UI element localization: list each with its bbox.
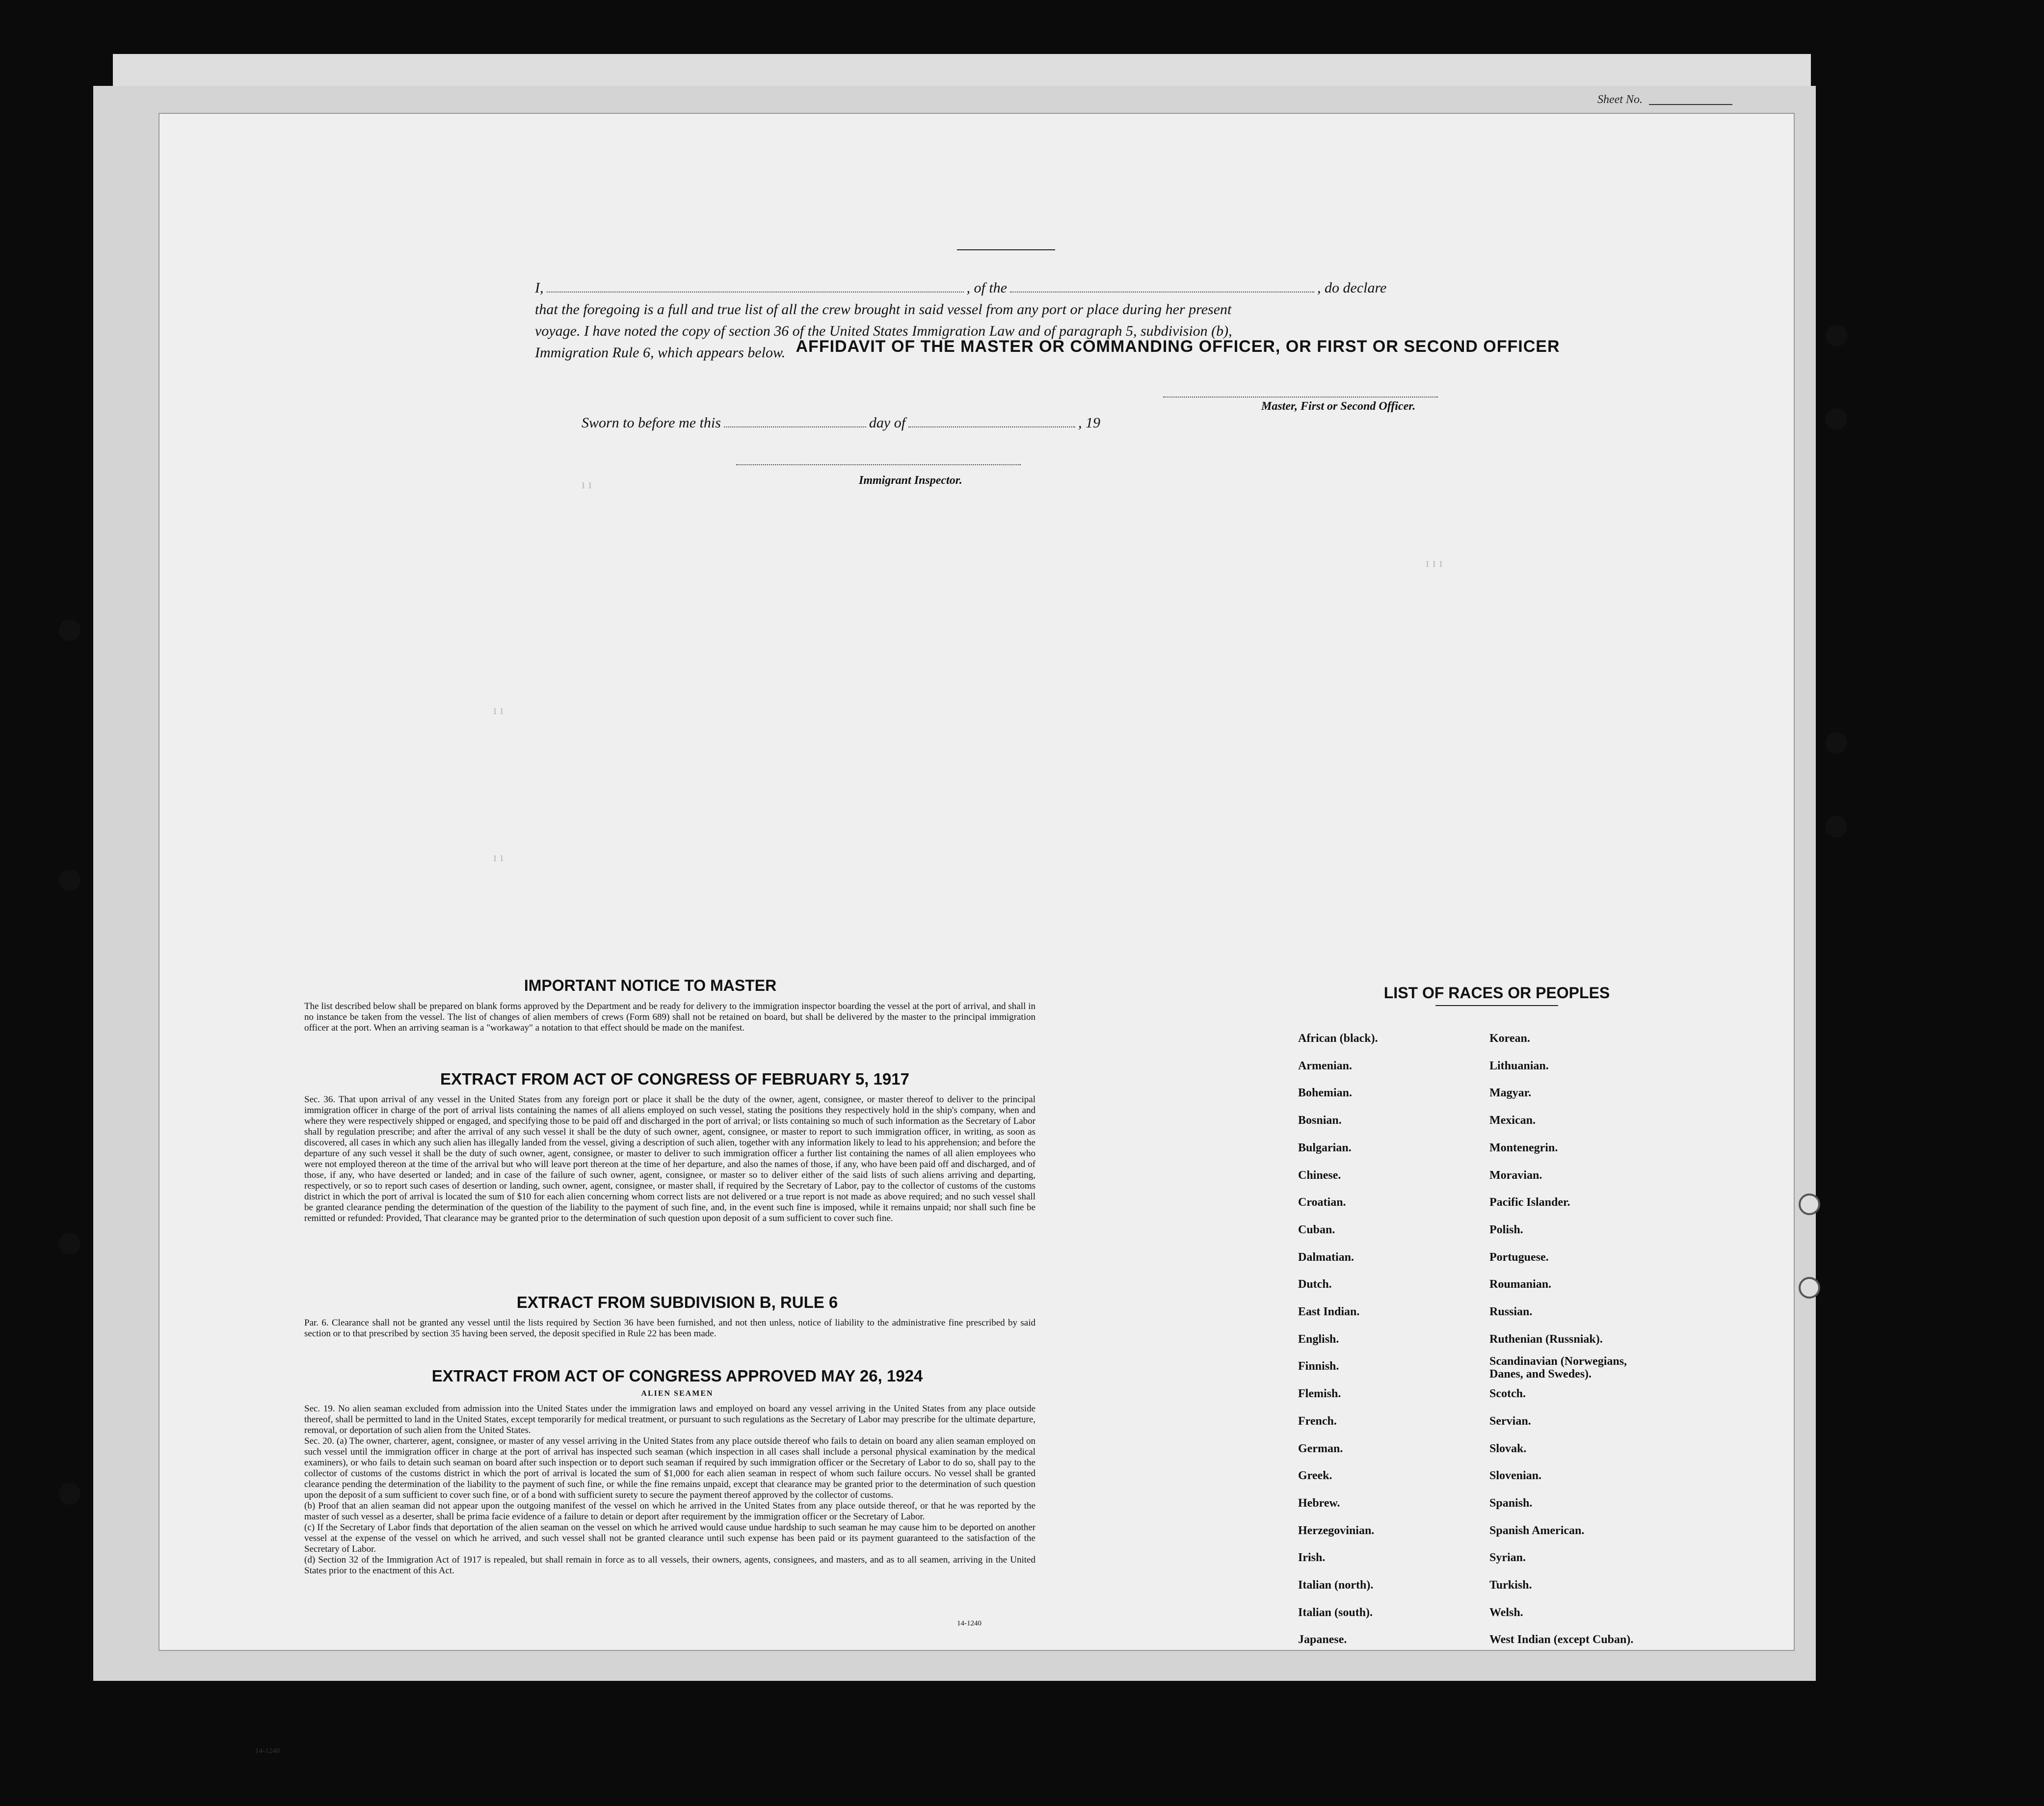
race-item: Dutch. bbox=[1298, 1278, 1332, 1291]
race-item: Welsh. bbox=[1489, 1606, 1523, 1619]
vessel-blank[interactable] bbox=[1010, 291, 1314, 292]
punch-hole bbox=[1826, 408, 1847, 430]
sworn-text: Sworn to before me this bbox=[582, 415, 721, 431]
race-item: Bosnian. bbox=[1298, 1114, 1342, 1127]
form-code-bottom: 14-1240 bbox=[255, 1747, 280, 1755]
races-rule bbox=[1435, 1005, 1558, 1006]
race-item: Slovak. bbox=[1489, 1442, 1527, 1455]
race-item: Syrian. bbox=[1489, 1551, 1526, 1565]
sheet-number-line bbox=[1649, 104, 1732, 105]
act-1917-title: EXTRACT FROM ACT OF CONGRESS OF FEBRUARY 5, 1917 bbox=[440, 1070, 909, 1088]
punch-hole bbox=[1826, 732, 1847, 754]
race-item: Lithuanian. bbox=[1489, 1059, 1549, 1072]
section-20a: Sec. 20. (a) The owner, charterer, agent, consignee, or master of any vessel arriving in the United States from any place outside thereof who fails to detain on board any alien seaman employed on such vessel until the immigration officer in charge at the port of arrival has inspected such seaman (which inspection in all cases shall include a personal physical examination by the medical examiners), or who fails to detain such seaman on board after such inspection or to deport such seaman if required by such immigration officer or the Secretary of Labor to do so, shall pay to the collector of customs of the customs district in which the port of arrival is located the sum of $1,000 for each alien seaman in respect of whom such failure occurs. No vessel shall be granted clearance pending the determination of the liability to the payment of such fine, or while the fine remains unpaid, except that clearance may be granted prior to the determination of such question upon the deposit of a sum sufficient to cover such fine, or of a bond with sufficient surety to secure the payment thereof approved by the collector of customs. bbox=[304, 1436, 1035, 1500]
declaration-line: that the foregoing is a full and true list of all the crew brought in said vessel from any port or place during her present bbox=[535, 301, 1232, 318]
punch-hole bbox=[1799, 1194, 1820, 1215]
race-item: Irish. bbox=[1298, 1551, 1326, 1565]
declaration-text: , of the bbox=[966, 280, 1007, 296]
race-item: Italian (north). bbox=[1298, 1579, 1374, 1592]
signature-label: Master, First or Second Officer. bbox=[1261, 400, 1416, 413]
alien-seamen-subtitle: ALIEN SEAMEN bbox=[641, 1389, 714, 1398]
race-item: Spanish. bbox=[1489, 1496, 1533, 1510]
declaration-line: Immigration Rule 6, which appears below. bbox=[535, 345, 786, 361]
declaration-line: voyage. I have noted the copy of section 36 of the United States Immigration Law and of paragraph 5, subdivision (b), bbox=[535, 323, 1232, 339]
declaration-text: I, bbox=[535, 280, 544, 296]
notice-body: The list described below shall be prepared on blank forms approved by the Department and be ready for delivery to the immigration inspector boarding the vessel at the port of arrival, and shall in no instance be taken from the vessel. The list of changes of alien members of crews (Form 689) shall not be retained on board, but shall be delivered by the master to the principal immigration officer at the port. When an arriving seaman is a "workaway" a notation to that effect should be made on the manifest. bbox=[304, 1001, 1035, 1033]
race-item: Greek. bbox=[1298, 1469, 1332, 1483]
race-item: Scandinavian (Norwegians, Danes, and Swedes). bbox=[1489, 1355, 1627, 1381]
race-item: Cuban. bbox=[1298, 1223, 1335, 1236]
punch-hole bbox=[1826, 816, 1847, 837]
race-item: Servian. bbox=[1489, 1414, 1531, 1428]
month-blank[interactable] bbox=[908, 426, 1075, 427]
sworn-text: day of bbox=[869, 415, 906, 431]
race-item: Turkish. bbox=[1489, 1579, 1532, 1592]
race-item: West Indian (except Cuban). bbox=[1489, 1633, 1634, 1647]
inspector-label: Immigrant Inspector. bbox=[859, 474, 962, 487]
section-19: Sec. 19. No alien seaman excluded from admission into the United States under the immigration laws and employed on board any vessel arriving in the United States from any place outside thereof, shall be permitted to land in the United States, except temporarily for medical treatment, or pursuant to such regulations as the Secretary of Labor may prescribe for the ultimate departure, removal, or deportation of such alien from the United States. bbox=[304, 1404, 1035, 1435]
sworn-text: , 19 bbox=[1078, 415, 1101, 431]
race-item: Roumanian. bbox=[1489, 1278, 1552, 1291]
punch-hole bbox=[59, 1233, 80, 1254]
bleed-mark: ı ı bbox=[493, 703, 504, 717]
race-item: Magyar. bbox=[1489, 1087, 1532, 1100]
race-item: Dalmatian. bbox=[1298, 1250, 1354, 1264]
race-item: Ruthenian (Russniak). bbox=[1489, 1332, 1603, 1346]
rule-6-body: Par. 6. Clearance shall not be granted any vessel until the lists required by Section 36 have been furnished, and not then unless, notice of liability to the administrative fine prescribed by said section or to that prescribed by section 35 having been served, the deposit specified in Rule 22 has been made. bbox=[304, 1318, 1035, 1339]
section-20b: (b) Proof that an alien seaman did not appear upon the outgoing manifest of the vessel on which he arrived in the United States from any place outside thereof, or that he was reported by the master of such vessel as a deserter, shall be prima facie evidence of a failure to detain or deport after requirement by the immigration officer or the Secretary of Labor. bbox=[304, 1501, 1035, 1522]
act-1924-title: EXTRACT FROM ACT OF CONGRESS APPROVED MAY 26, 1924 bbox=[431, 1367, 923, 1385]
race-item: Chinese. bbox=[1298, 1169, 1341, 1182]
race-item: Korean. bbox=[1489, 1032, 1530, 1045]
punch-hole bbox=[59, 870, 80, 891]
punch-hole bbox=[59, 619, 80, 641]
section-20c: (c) If the Secretary of Labor finds that deportation of the alien seaman on the vessel on which he arrived would cause undue hardship to such seaman he may cause him to be deported on another vessel at the expense of the vessel on which he arrived, and such vessel shall not be granted clearance until such expense has been paid or its payment guaranteed to the satisfaction of the Secretary of Labor. bbox=[304, 1522, 1035, 1554]
punch-hole bbox=[1799, 1277, 1820, 1299]
act-1924-body bbox=[304, 1404, 1035, 1576]
punch-hole bbox=[59, 1483, 80, 1505]
bleed-mark: ı ı bbox=[493, 850, 504, 864]
section-20d: (d) Section 32 of the Immigration Act of 1917 is repealed, but shall remain in force as to all vessels, their owners, agents, consignees, and masters, and as to all seamen, arriving in the United States prior to the enactment of this Act. bbox=[304, 1555, 1035, 1576]
day-blank[interactable] bbox=[724, 426, 866, 427]
sheet-number-label: Sheet No. bbox=[1597, 93, 1643, 106]
notice-title: IMPORTANT NOTICE TO MASTER bbox=[524, 977, 777, 994]
act-1917-body: Sec. 36. That upon arrival of any vessel in the United States from any foreign port or place it shall be the duty of the owner, agent, consignee, or master thereof to deliver to the principal immigration officer in charge of the port of arrival lists containing the names of all aliens employed on such vessel, stating the positions they respectively hold in the ship's company, when and where they were respectively shipped or engaged, and specifying those to be paid off and discharged in the port of arrival; or lists containing so much of such information as the Secretary of Labor shall by regulation prescribe; and after the arrival of any such vessel it shall be the duty of such owner, agent, consignee, or master to report to such immigration officer, in writing, as soon as discovered, all cases in which any such alien has illegally landed from the vessel, giving a description of such alien, together with any information likely to lead to his apprehension; and before the departure of any such vessel it shall be the duty of such owner, agent, consignee, or master to deliver to such immigration officer a further list containing the names of all alien employees who were not employed thereon at the time of the arrival but who will leave port thereon at the time of her departure, and also the names of those, if any, who have been paid off and discharged, and of those, if any, who have deserted or landed; and in case of the failure of such owner, agent, consignee, or master so to deliver either of the said lists of such aliens arriving and departing, respectively, or so to report such cases of desertion or landing, such owner, agent, consignee, or master shall, if required by the Secretary of Labor, pay to the collector of customs of the customs district in which the port of arrival is located the sum of $10 for each alien concerning whom correct lists are not delivered or a true report is not made as above required; and no such vessel shall be granted clearance pending the determination of the question of the liability to the payment of such fine, and, in the event such fine is imposed, while it remains unpaid; nor shall such fine be remitted or refunded: Provided, That clearance may be granted prior to the determination of such question upon deposit of a sum sufficient to cover such fine. bbox=[304, 1094, 1035, 1223]
punch-hole bbox=[1826, 325, 1847, 346]
race-item: Finnish. bbox=[1298, 1360, 1339, 1373]
race-item: Russian. bbox=[1489, 1305, 1533, 1318]
declaration-text: , do declare bbox=[1317, 280, 1387, 296]
name-blank[interactable] bbox=[547, 291, 964, 292]
declaration-line bbox=[535, 277, 1487, 299]
race-item: Pacific Islander. bbox=[1489, 1196, 1570, 1209]
bleed-mark: ı ı bbox=[582, 477, 592, 491]
race-item: Polish. bbox=[1489, 1223, 1523, 1236]
race-item: East Indian. bbox=[1298, 1305, 1360, 1318]
race-item: Slovenian. bbox=[1489, 1469, 1542, 1483]
race-item: Bulgarian. bbox=[1298, 1141, 1352, 1154]
race-item: Herzegovinian. bbox=[1298, 1524, 1375, 1537]
race-item: Croatian. bbox=[1298, 1196, 1346, 1209]
race-item: Spanish American. bbox=[1489, 1524, 1585, 1537]
race-item: African (black). bbox=[1298, 1032, 1378, 1045]
rule-6-title: EXTRACT FROM SUBDIVISION B, RULE 6 bbox=[516, 1293, 838, 1311]
race-item: English. bbox=[1298, 1332, 1339, 1346]
signature-line[interactable] bbox=[1163, 397, 1438, 398]
sworn-line bbox=[582, 412, 1220, 434]
race-item: Scotch. bbox=[1489, 1387, 1526, 1401]
races-title: LIST OF RACES OR PEOPLES bbox=[1383, 984, 1610, 1002]
race-item: Japanese. bbox=[1298, 1633, 1347, 1647]
bleed-mark: ı ı ı bbox=[1426, 556, 1443, 570]
affidavit-title: AFFIDAVIT OF THE MASTER OR COMMANDING OFFICER, OR FIRST OR SECOND OFFICER bbox=[796, 337, 1560, 356]
title-rule bbox=[957, 249, 1055, 250]
race-item: German. bbox=[1298, 1442, 1343, 1455]
race-item: Italian (south). bbox=[1298, 1606, 1373, 1619]
race-item: Montenegrin. bbox=[1489, 1141, 1558, 1154]
race-item: Mexican. bbox=[1489, 1114, 1536, 1127]
race-item: Flemish. bbox=[1298, 1387, 1341, 1401]
race-item: Moravian. bbox=[1489, 1169, 1542, 1182]
race-item: Armenian. bbox=[1298, 1059, 1352, 1072]
form-code: 14-1240 bbox=[957, 1620, 982, 1627]
race-item: Bohemian. bbox=[1298, 1087, 1353, 1100]
race-item: Portuguese. bbox=[1489, 1250, 1549, 1264]
race-item: French. bbox=[1298, 1414, 1337, 1428]
inspector-signature-line[interactable] bbox=[736, 464, 1021, 465]
affidavit-body bbox=[535, 277, 1487, 364]
race-item: Hebrew. bbox=[1298, 1496, 1340, 1510]
